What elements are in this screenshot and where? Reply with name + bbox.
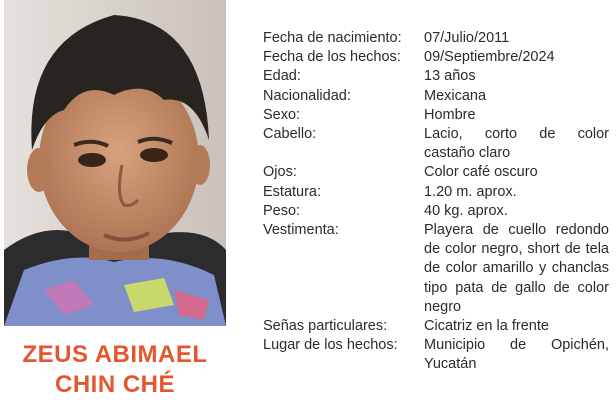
detail-label: Edad: [263, 68, 301, 85]
detail-label: Señas particulares: [263, 318, 388, 335]
detail-row-nationality [263, 87, 609, 106]
detail-value: 13 años [424, 68, 476, 85]
detail-value: Playera de cuello redondo de color negro, short de tela de color amarillo y chanclas tipo pata de gallo de color negro [424, 222, 609, 315]
detail-row-hair [263, 125, 609, 163]
detail-value: 07/Julio/2011 [424, 30, 510, 46]
detail-row-sex [263, 106, 609, 125]
name-line-1: ZEUS ABIMAEL [22, 341, 208, 368]
detail-value: Mexicana [424, 87, 487, 104]
detail-label: Fecha de nacimiento: [263, 30, 402, 46]
detail-row-height [263, 183, 609, 202]
missing-person-photo [4, 0, 226, 326]
detail-row-marks [263, 317, 609, 336]
name-line-2: CHIN CHÉ [54, 371, 175, 398]
detail-label: Vestimenta: [263, 222, 339, 239]
detail-label: Nacionalidad: [263, 87, 351, 104]
detail-label: Lugar de los hechos: [263, 337, 398, 354]
detail-label: Peso: [263, 202, 301, 219]
detail-row-birthdate [263, 29, 609, 48]
detail-value: Lacio, corto de color castaño claro [424, 126, 609, 162]
detail-label: Sexo: [263, 106, 301, 123]
detail-value: Hombre [424, 106, 476, 123]
person-details [263, 29, 609, 375]
detail-value: 1.20 m. aprox. [424, 183, 517, 200]
detail-label: Fecha de los hechos: [263, 49, 401, 66]
detail-row-eyes [263, 163, 609, 182]
detail-row-age [263, 67, 609, 86]
detail-value: Cicatriz en la frente [424, 318, 549, 335]
detail-row-clothing [263, 221, 609, 317]
detail-label: Cabello: [263, 126, 317, 143]
detail-value: Municipio de Opichén, Yucatán [424, 337, 609, 373]
detail-value: 09/Septiembre/2024 [424, 49, 555, 66]
detail-value: 40 kg. aprox. [424, 202, 508, 219]
detail-label: Ojos: [263, 164, 297, 181]
person-name [4, 340, 226, 400]
detail-row-incident-date [263, 48, 609, 67]
detail-row-weight [263, 202, 609, 221]
detail-value: Color café oscuro [424, 164, 538, 181]
detail-label: Estatura: [263, 183, 322, 200]
detail-row-location [263, 336, 609, 374]
